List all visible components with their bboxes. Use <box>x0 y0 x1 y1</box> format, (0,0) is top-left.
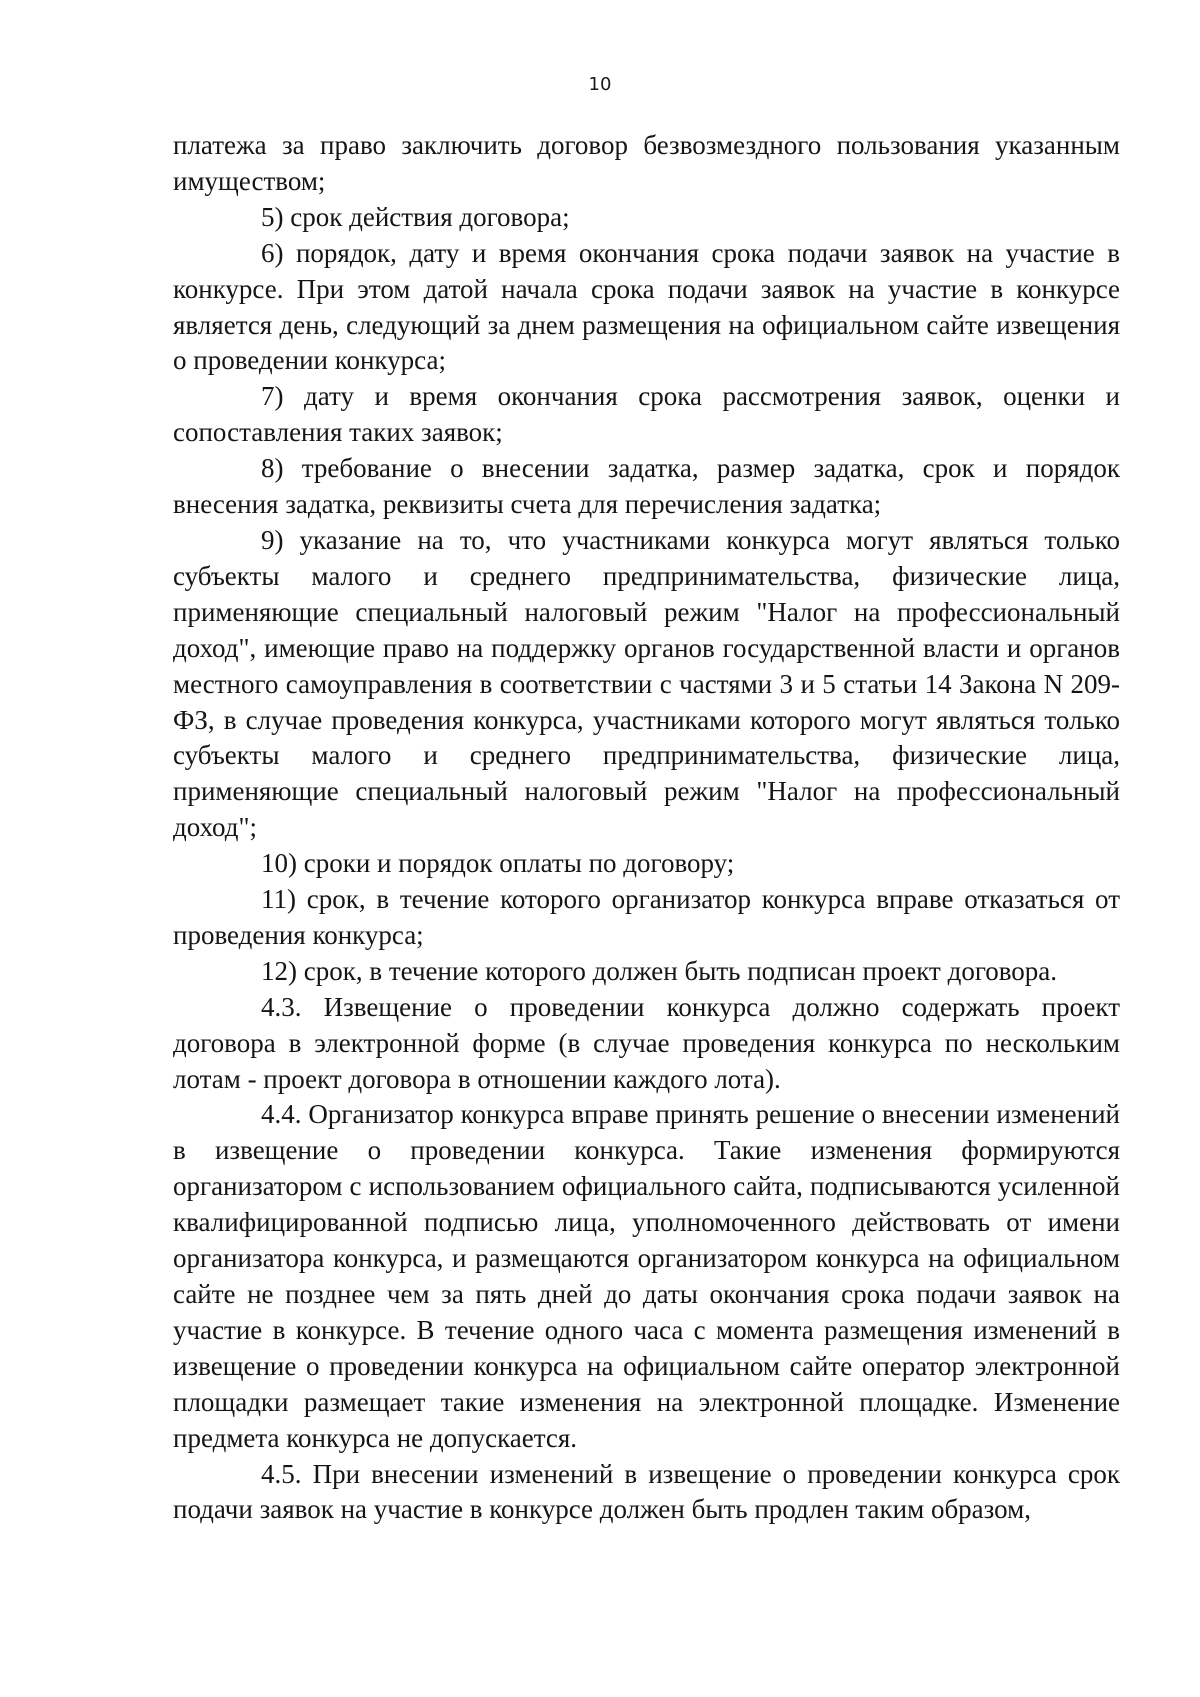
paragraph-section-4-4: 4.4. Организатор конкурса вправе принять решение о внесении изменений в извещение о проведении конкурса. Такие изменения формируются организатором с использованием официального сайта, подписываются усиленной квалифицированной подписью лица, уполномоченного действовать от имени организатора конкурса, и размещаются организатором конкурса на официальном сайте не позднее чем за пять дней до даты окончания срока подачи заявок на участие в конкурсе. В течение одного часа с момента размещения изменений в извещение о проведении конкурса на официальном сайте оператор электронной площадки размещает такие изменения на электронной площадке. Изменение предмета конкурса не допускается. <box>173 1099 1120 1453</box>
paragraph-item-8: 8) требование о внесении задатка, размер задатка, срок и порядок внесения задатка, реквизиты счета для перечисления задатка; <box>173 453 1120 520</box>
paragraph-item-9: 9) указание на то, что участниками конкурса могут являться только субъекты малого и среднего предпринимательства, физические лица, применяющие специальный налоговый режим "Налог на профессиональный доход", имеющие право на поддержку органов государственной власти и органов местного самоуправления в соответствии с частями 3 и 5 статьи 14 Закона N 209-ФЗ, в случае проведения конкурса, участниками которого могут являться только субъекты малого и среднего предпринимательства, физические лица, применяющие специальный налоговый режим "Налог на профессиональный доход"; <box>173 524 1120 843</box>
paragraph-item-7: 7) дату и время окончания срока рассмотрения заявок, оценки и сопоставления таких заявок; <box>173 381 1120 448</box>
paragraph-section-4-3: 4.3. Извещение о проведении конкурса должно содержать проект договора в электронной форме (в случае проведения конкурса по нескольким лотам - проект договора в отношении каждого лота). <box>173 991 1120 1094</box>
paragraph-item-11: 11) срок, в течение которого организатор конкурса вправе отказаться от проведения конкурса; <box>173 884 1120 950</box>
paragraph-item-5: 5) срок действия договора; <box>261 201 570 232</box>
paragraph-section-4-5: 4.5. При внесении изменений в извещение о проведении конкурса срок подачи заявок на участие в конкурсе должен быть продлен таким образом, <box>173 1458 1120 1525</box>
paragraph-item-10: 10) сроки и порядок оплаты по договору; <box>261 848 735 879</box>
page-number: 10 <box>588 74 612 95</box>
document-body <box>173 128 1120 1528</box>
paragraph-item-12: 12) срок, в течение которого должен быть подписан проект договора. <box>261 955 1058 986</box>
paragraph-item-6: 6) порядок, дату и время окончания срока подачи заявок на участие в конкурсе. При этом датой начала срока подачи заявок на участие в конкурсе является день, следующий за днем размещения на официальном сайте извещения о проведении конкурса; <box>173 237 1120 376</box>
paragraph-continuation: платежа за право заключить договор безвозмездного пользования указанным имуществом; <box>173 130 1120 196</box>
